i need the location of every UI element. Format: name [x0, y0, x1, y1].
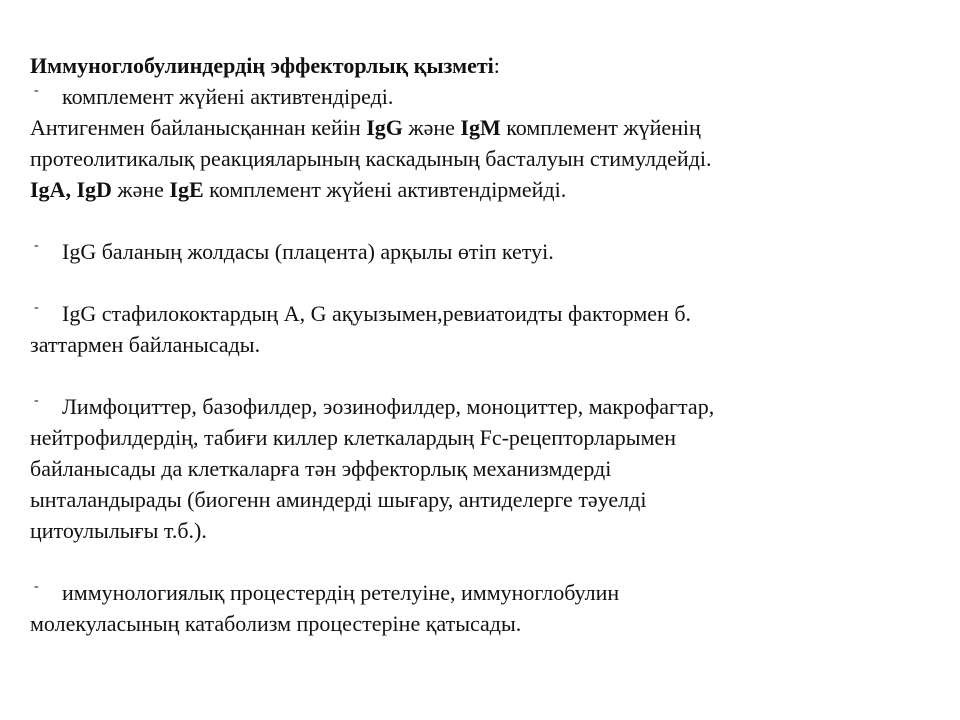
bullet-item	[30, 81, 930, 112]
bullet-item	[30, 236, 930, 267]
bullet-text: комплемент жүйені активтендіреді.	[62, 84, 394, 109]
text-run: Антигенмен байланысқаннан кейін	[30, 115, 367, 140]
bullet-dash: -	[34, 579, 39, 594]
iga-igd-term: IgA, IgD	[30, 177, 112, 202]
bullet-text: иммунологиялық процестердің ретелуіне, иммуноглобулин	[62, 580, 620, 605]
text-run: комплемент жүйені активтендірмейді.	[203, 177, 567, 202]
bullet-dash: -	[34, 238, 39, 253]
bullet-text: IgG стафилококтардың А, G ақуызымен,ревиатоидты фактормен б.	[62, 301, 692, 326]
ige-term: IgE	[169, 177, 204, 202]
paragraph-line: ынталандырады (биогенн аминдерді шығару, антиделерге тәуелді	[30, 487, 647, 512]
title-text: Иммуноглобулиндердің эффекторлық қызметі	[30, 53, 494, 78]
paragraph-line: байланысады да клеткаларға тән эффекторлық механизмдерді	[30, 456, 612, 481]
slide-content	[30, 50, 930, 639]
igm-term: IgM	[460, 115, 501, 140]
spacer	[30, 205, 930, 236]
paragraph-line: молекуласының катаболизм процестеріне қатысады.	[30, 611, 522, 636]
bullet-text: IgG баланың жолдасы (плацента) арқылы өтіп кетуі.	[62, 239, 554, 264]
bullet-item	[30, 298, 930, 329]
bullet-text: Лимфоциттер, базофилдер, эозинофилдер, моноциттер, макрофагтар,	[62, 394, 715, 419]
paragraph-line: нейтрофилдердің, табиғи киллер клеткалардың Fc-рецепторларымен	[30, 425, 677, 450]
bullet-item	[30, 577, 930, 608]
text-run: және	[402, 115, 461, 140]
text-run: және	[111, 177, 170, 202]
slide-title	[30, 50, 930, 81]
bullet-item	[30, 391, 930, 422]
bullet-dash: -	[34, 83, 39, 98]
bullet-dash: -	[34, 393, 39, 408]
text-run: комплемент жүйенің	[500, 115, 701, 140]
paragraph-line: заттармен байланысады.	[30, 332, 261, 357]
paragraph-line: цитоулылығы т.б.).	[30, 518, 207, 543]
paragraph-line	[30, 174, 930, 205]
paragraph-line: протеолитикалық реакцияларының каскадының басталуын стимулдейді.	[30, 146, 712, 171]
title-colon: :	[493, 53, 500, 78]
spacer	[30, 360, 930, 391]
paragraph-line	[30, 112, 930, 143]
spacer	[30, 546, 930, 577]
spacer	[30, 267, 930, 298]
bullet-dash: -	[34, 300, 39, 315]
igg-term: IgG	[366, 115, 403, 140]
